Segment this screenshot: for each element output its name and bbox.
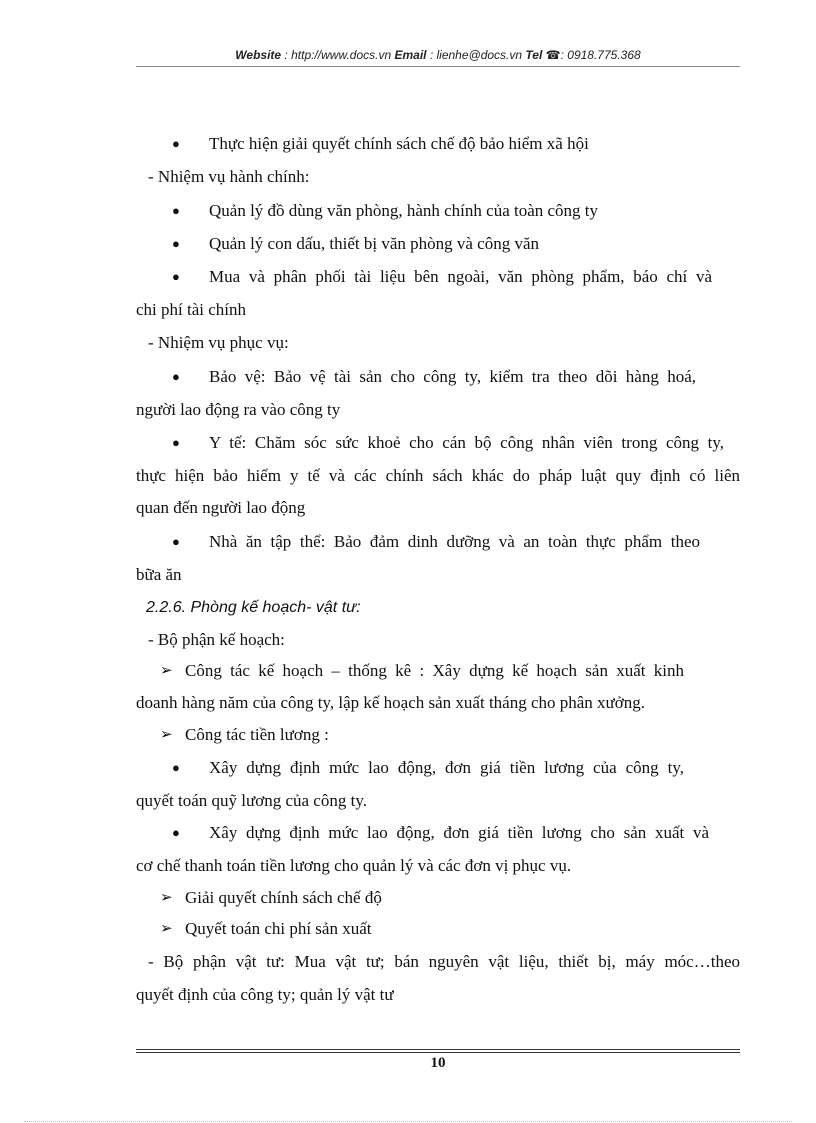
- phone-icon: ☎: [545, 48, 561, 62]
- website-label: Website: [235, 48, 282, 62]
- section-label: - Nhiệm vụ phục vụ:: [148, 333, 289, 352]
- text-line: Công tác kế hoạch – thống kê : Xây dựng kế hoạch sản xuất kinh: [185, 661, 684, 680]
- bullet-icon: ●: [172, 534, 180, 549]
- text-line: Giải quyết chính sách chế độ: [185, 888, 382, 907]
- email-address: : lienhe@docs.vn: [426, 48, 526, 62]
- text-line: bữa ăn: [136, 565, 182, 584]
- page-edge-divider: [24, 1121, 792, 1122]
- arrow-icon: ➢: [160, 663, 173, 679]
- page-header: [136, 46, 740, 67]
- arrow-icon: ➢: [160, 727, 173, 743]
- bullet-icon: ●: [172, 136, 180, 151]
- website-url: : http://www.docs.vn: [281, 48, 395, 62]
- bullet-icon: ●: [172, 236, 180, 251]
- text-line: Bảo vệ: Bảo vệ tài sản cho công ty, kiểm tra theo dõi hàng hoá,: [209, 367, 696, 386]
- section-label: - Bộ phận kế hoạch:: [148, 630, 285, 649]
- text-line: Y tế: Chăm sóc sức khoẻ cho cán bộ công nhân viên trong công ty,: [209, 433, 724, 452]
- email-label: Email: [394, 48, 427, 62]
- text-line: quyết định của công ty; quản lý vật tư: [136, 985, 394, 1004]
- text-line: Thực hiện giải quyết chính sách chế độ bảo hiểm xã hội: [209, 134, 589, 153]
- footer-divider: [136, 1049, 740, 1050]
- bullet-icon: ●: [172, 760, 180, 775]
- section-heading: 2.2.6. Phòng kế hoạch- vật tư:: [146, 599, 361, 616]
- text-line: cơ chế thanh toán tiền lương cho quản lý và các đơn vị phục vụ.: [136, 856, 572, 875]
- bullet-icon: ●: [172, 435, 180, 450]
- bullet-icon: ●: [172, 369, 180, 384]
- text-line: chi phí tài chính: [136, 300, 247, 319]
- text-line: Quyết toán chi phí sản xuất: [185, 919, 372, 938]
- text-line: doanh hàng năm của công ty, lập kế hoạch sản xuất tháng cho phân xưởng.: [136, 693, 646, 712]
- text-line: quyết toán quỹ lương của công ty.: [136, 791, 367, 810]
- text-line: Quản lý đồ dùng văn phòng, hành chính của toàn công ty: [209, 201, 599, 220]
- bullet-icon: ●: [172, 203, 180, 218]
- text-line: - Bộ phận vật tư: Mua vật tư; bán nguyên vật liệu, thiết bị, máy móc…theo: [148, 952, 740, 971]
- tel-number: : 0918.775.368: [560, 48, 641, 62]
- bullet-icon: ●: [172, 825, 180, 840]
- text-line: Quản lý con dấu, thiết bị văn phòng và công văn: [209, 234, 540, 253]
- arrow-icon: ➢: [160, 890, 173, 906]
- tel-label: Tel: [525, 48, 543, 62]
- text-line: thực hiện bảo hiểm y tế và các chính sách khác do pháp luật quy định có liên: [136, 466, 740, 485]
- page-number: 10: [430, 1055, 446, 1071]
- text-line: người lao động ra vào công ty: [136, 400, 341, 419]
- text-line: Xây dựng định mức lao động, đơn giá tiền lương của công ty,: [209, 758, 684, 777]
- text-line: Nhà ăn tập thể: Bảo đảm dinh dưỡng và an toàn thực phẩm theo: [209, 532, 700, 551]
- text-line: Xây dựng định mức lao động, đơn giá tiền lương cho sản xuất và: [209, 823, 709, 842]
- text-line: Mua và phân phối tài liệu bên ngoài, văn phòng phẩm, báo chí và: [209, 267, 712, 286]
- section-label: - Nhiệm vụ hành chính:: [148, 167, 310, 186]
- bullet-icon: ●: [172, 269, 180, 284]
- text-line: Công tác tiền lương :: [185, 725, 329, 744]
- text-line: quan đến người lao động: [136, 498, 306, 517]
- arrow-icon: ➢: [160, 921, 173, 937]
